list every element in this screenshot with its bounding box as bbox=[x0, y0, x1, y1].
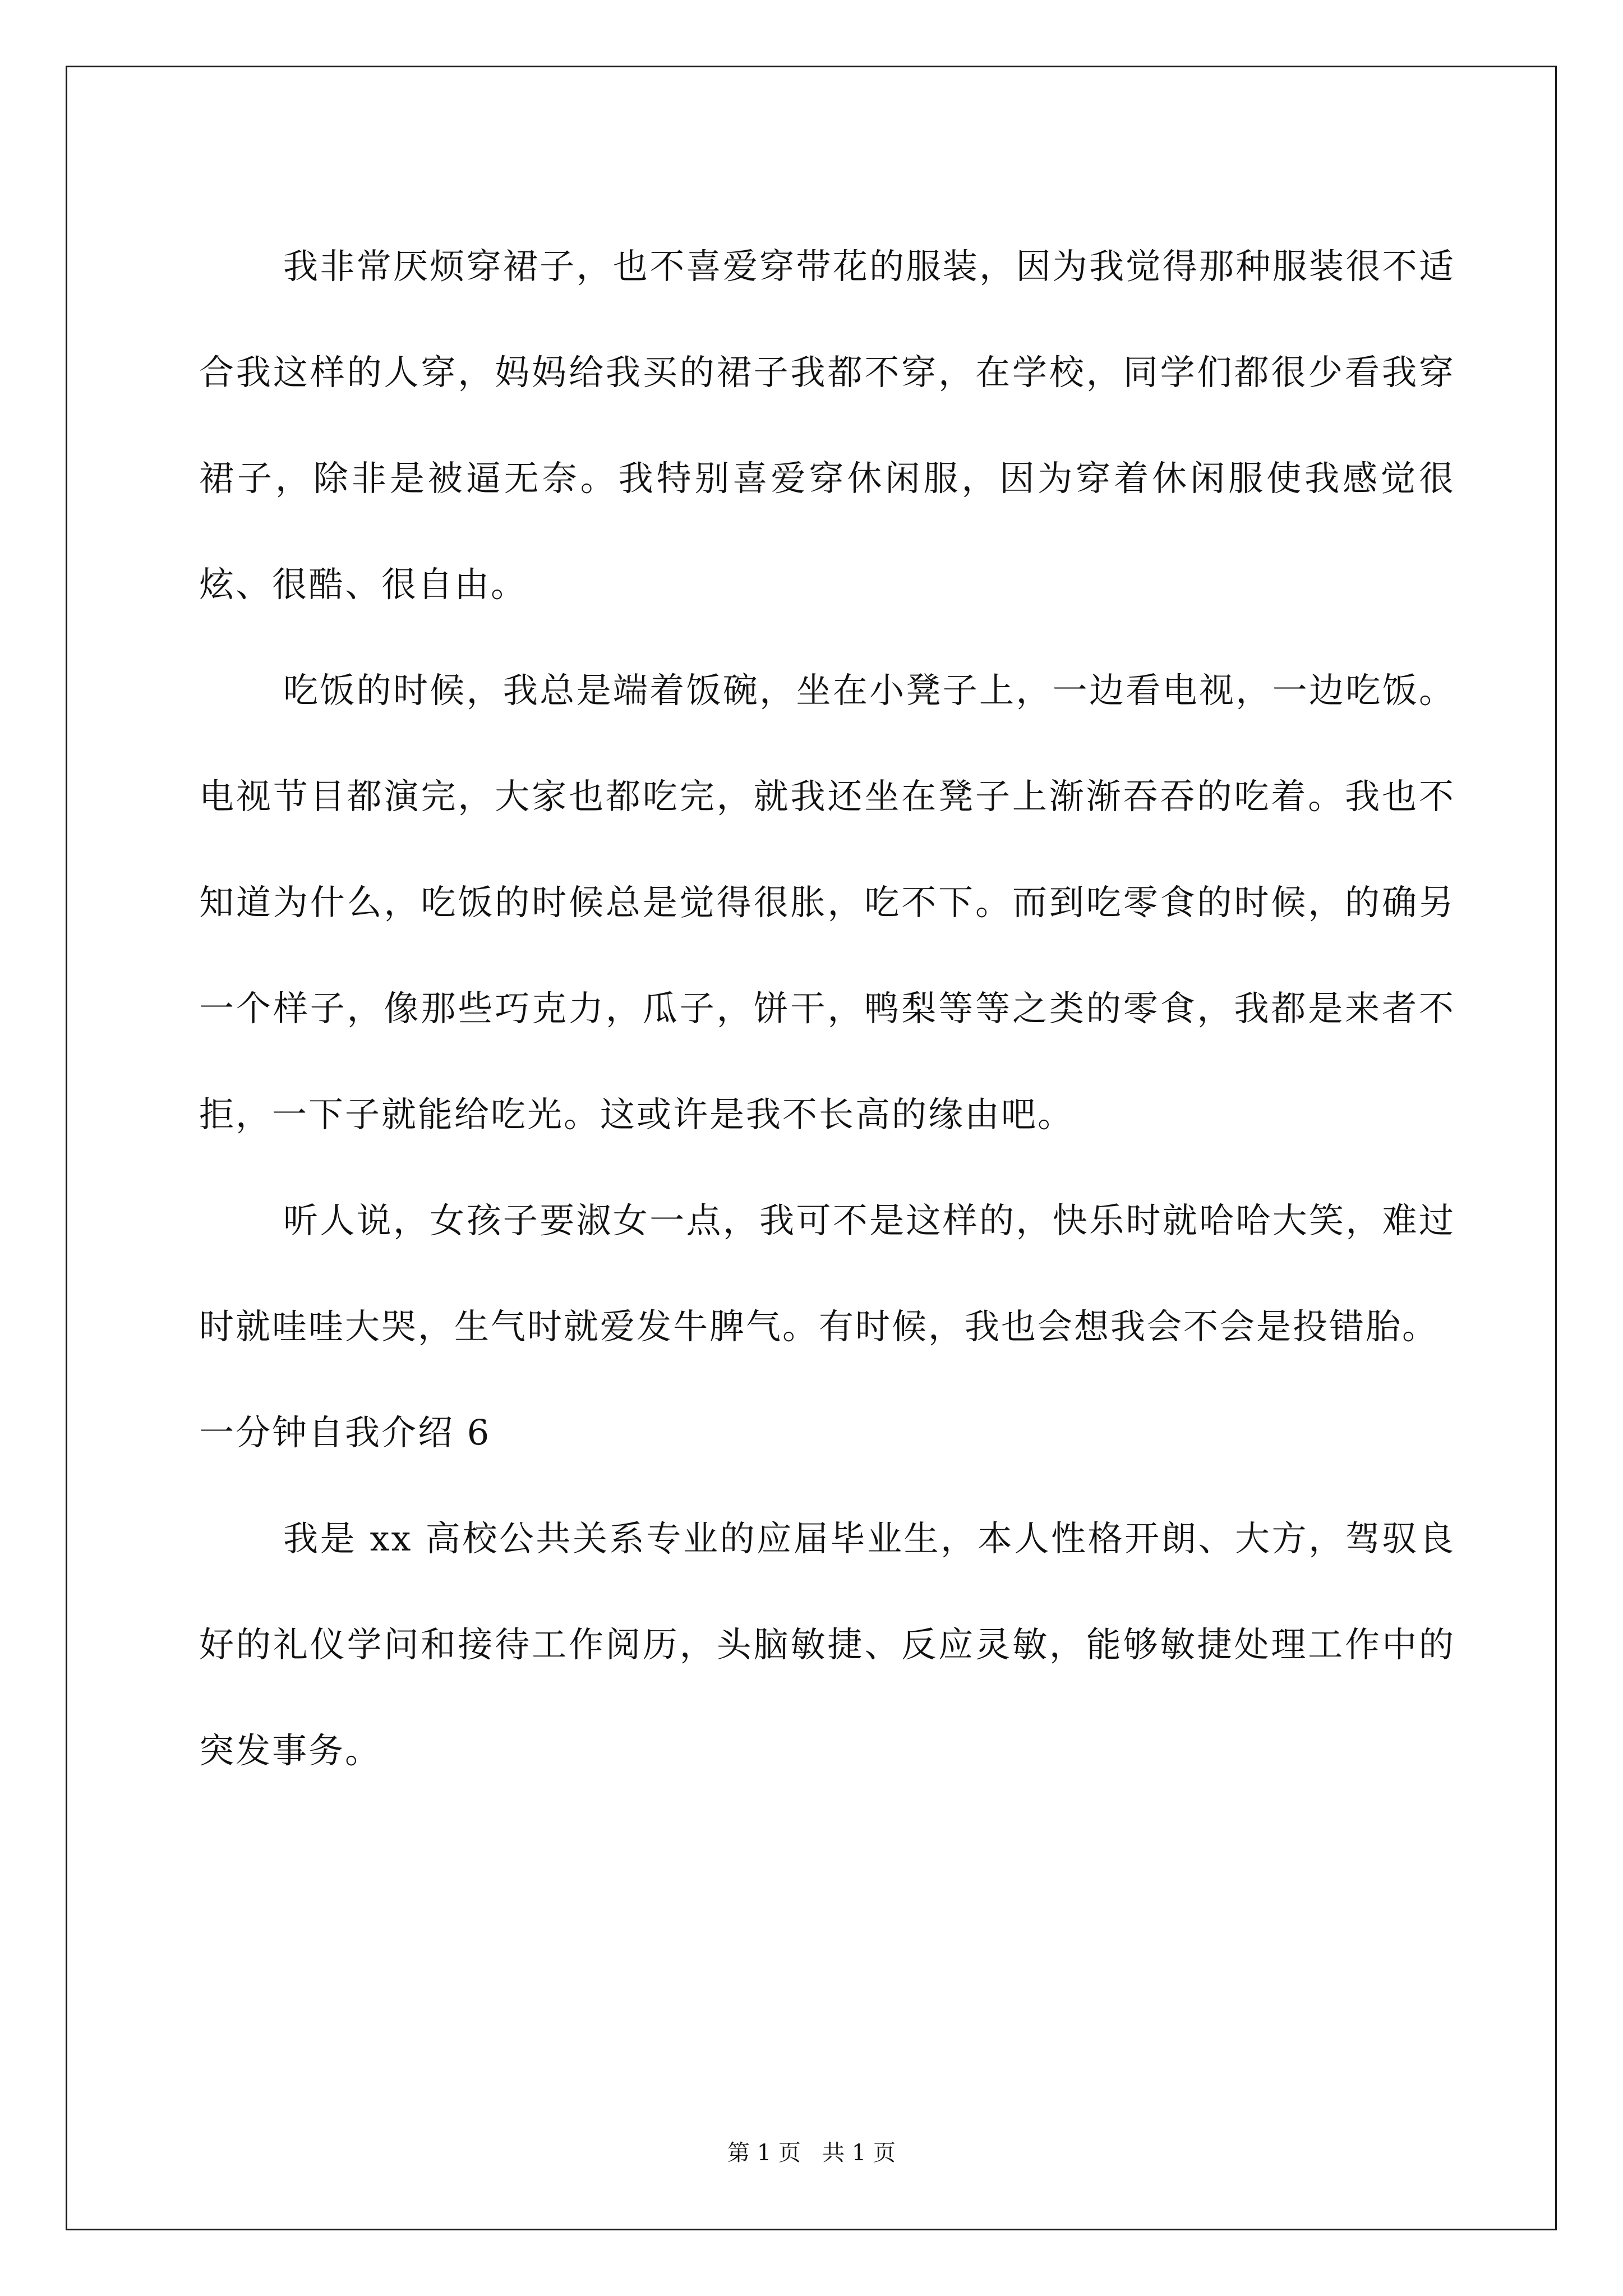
page-footer: 第 1 页 共 1 页 bbox=[727, 2140, 896, 2166]
section-heading: 一分钟自我介绍 6 bbox=[199, 1412, 491, 1453]
paragraph-personality: 听人说，女孩子要淑女一点，我可不是这样的，快乐时就哈哈大笑，难过时就哇哇大哭，生气时就爱发牛脾气。有时候，我也会想我会不会是投错胎。 bbox=[199, 1200, 1455, 1347]
paragraph-self-intro: 我是 xx 高校公共关系专业的应届毕业生，本人性格开朗、大方，驾驭良好的礼仪学问和接待工作阅历，头脑敏捷、反应灵敏，能够敏捷处理工作中的突发事务。 bbox=[199, 1518, 1455, 1771]
paragraph-clothing: 我非常厌烦穿裙子，也不喜爱穿带花的服装，因为我觉得那种服装很不适合我这样的人穿，妈妈给我买的裙子我都不穿，在学校，同学们都很少看我穿裙子，除非是被逼无奈。我特别喜爱穿休闲服，因为穿着休闲服使我感觉很炫、很酷、很自由。 bbox=[199, 246, 1455, 605]
paragraph-eating: 吃饭的时候，我总是端着饭碗，坐在小凳子上，一边看电视，一边吃饭。电视节目都演完，大家也都吃完，就我还坐在凳子上渐渐吞吞的吃着。我也不知道为什么，吃饭的时候总是觉得很胀，吃不下。而到吃零食的时候，的确另一个样子，像那些巧克力，瓜子，饼干，鸭梨等等之类的零食，我都是来者不拒，一下子就能给吃光。这或许是我不长高的缘由吧。 bbox=[199, 670, 1455, 1135]
document-body bbox=[199, 213, 1455, 1803]
